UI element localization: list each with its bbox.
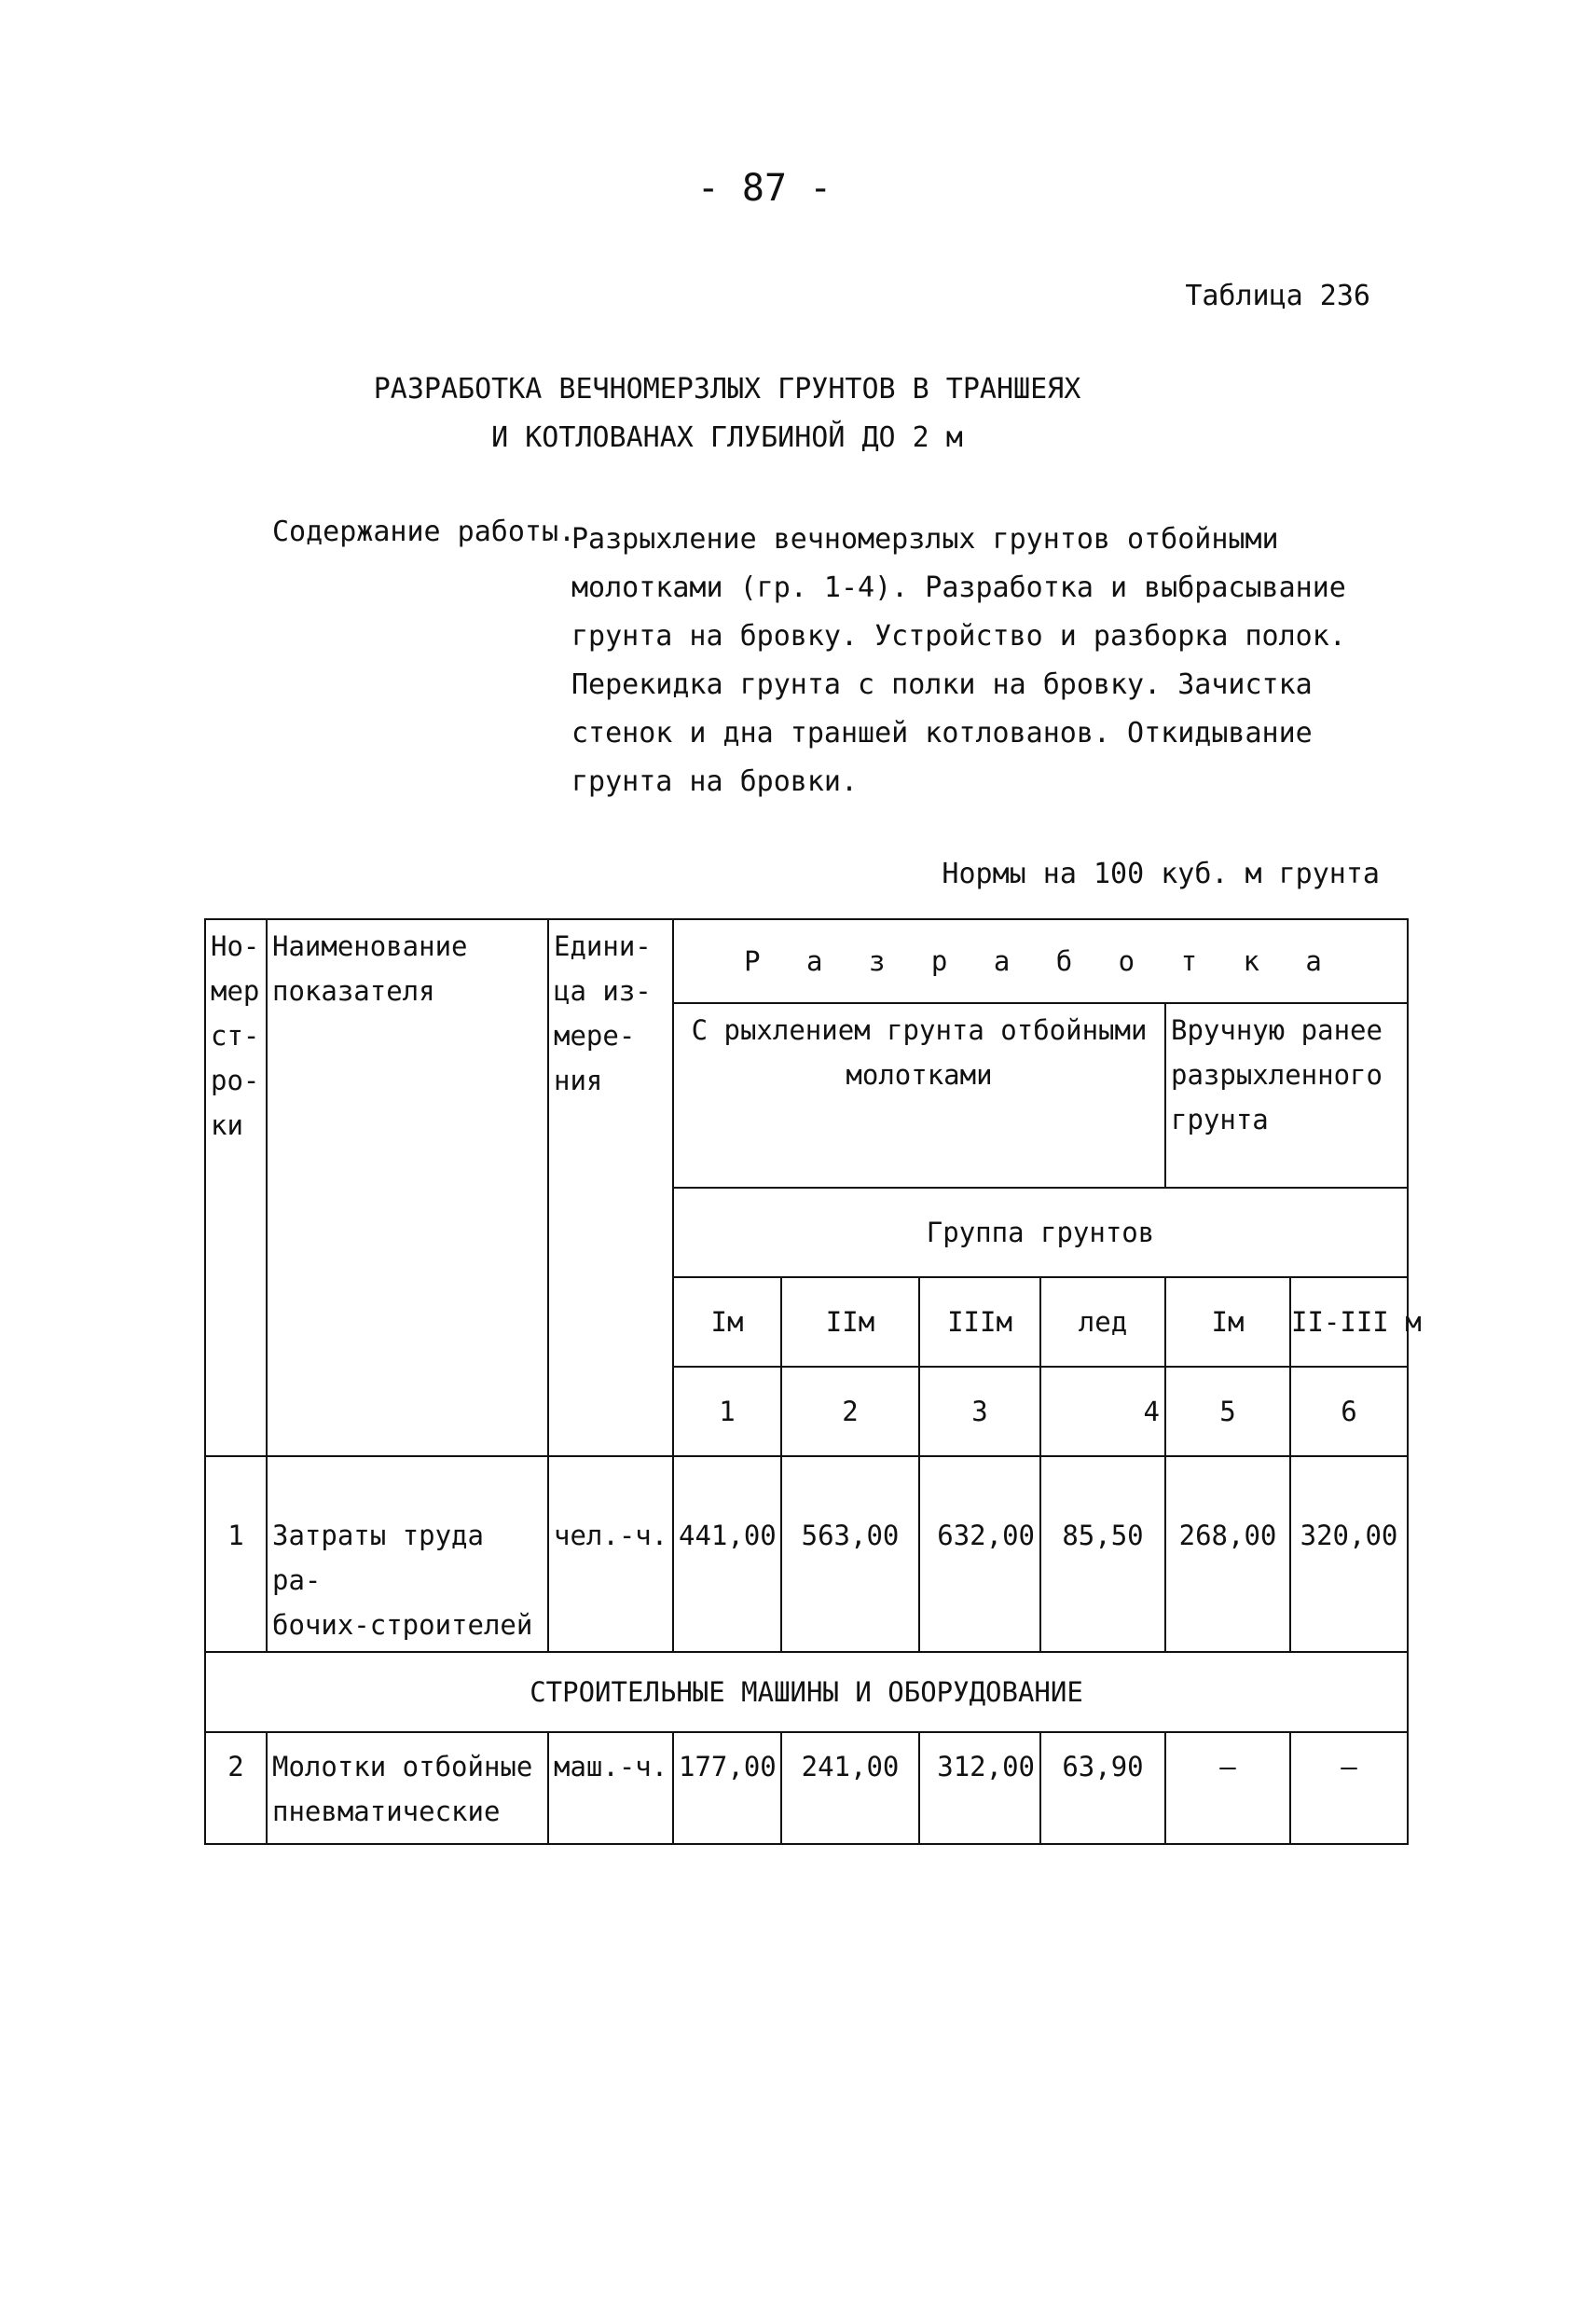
section-row	[205, 1652, 1408, 1732]
indicator-header: Наименование показателя	[267, 919, 548, 1456]
work-content-line: молотками (гр. 1-4). Разработка и выбрасывание	[571, 571, 1346, 604]
row-value: 241,00	[781, 1732, 919, 1844]
group-cell: IIIм	[919, 1277, 1040, 1367]
column-number-cell: 2	[781, 1367, 919, 1456]
column-number-cell: 3	[919, 1367, 1040, 1456]
page-number: - 87 -	[696, 167, 832, 210]
table-label: Таблица 236	[1185, 280, 1370, 312]
row-unit: маш.-ч.	[548, 1732, 673, 1844]
table-row	[205, 1456, 1408, 1652]
unit-header: Едини- ца из- мере- ния	[548, 919, 673, 1456]
development-header: Р а з р а б о т к а	[673, 919, 1408, 1003]
row-value: 441,00	[673, 1456, 781, 1652]
row-value: 632,00	[919, 1456, 1040, 1652]
row-value: 63,90	[1040, 1732, 1165, 1844]
row-indicator-name: Затраты труда ра- бочих-строителей	[267, 1456, 548, 1652]
work-content-text	[571, 516, 1373, 806]
row-number: 1	[205, 1456, 267, 1652]
row-value: 85,50	[1040, 1456, 1165, 1652]
section-title: СТРОИТЕЛЬНЫЕ МАШИНЫ И ОБОРУДОВАНИЕ	[205, 1652, 1408, 1732]
row-value: 563,00	[781, 1456, 919, 1652]
work-content-line: стенок и дна траншей котлованов. Откидывание	[571, 717, 1313, 750]
group-cell: лед	[1040, 1277, 1165, 1367]
with-loosening-header: С рыхлением грунта отбойными молотками	[673, 1003, 1165, 1188]
group-cell: Iм	[1165, 1277, 1290, 1367]
soil-group-header: Группа грунтов	[673, 1188, 1408, 1277]
work-content-line: грунта на бровки.	[571, 765, 859, 798]
work-content-line: Разрыхление вечномерзлых грунтов отбойными	[571, 523, 1279, 556]
table-row	[205, 1732, 1408, 1844]
header-row-1	[205, 919, 1408, 1003]
row-unit: чел.-ч.	[548, 1456, 673, 1652]
column-number-cell: 5	[1165, 1367, 1290, 1456]
row-value: 312,00	[919, 1732, 1040, 1844]
group-cell: Iм	[673, 1277, 781, 1367]
row-value: 177,00	[673, 1732, 781, 1844]
table-title-line-1: РАЗРАБОТКА ВЕЧНОМЕРЗЛЫХ ГРУНТОВ В ТРАНШЕЯХ	[373, 373, 1081, 406]
work-content-line: грунта на бровку. Устройство и разборка полок.	[571, 620, 1346, 653]
row-value: 320,00	[1290, 1456, 1408, 1652]
row-value: –	[1290, 1732, 1408, 1844]
column-number-cell: 4	[1040, 1367, 1165, 1456]
norms-note: Нормы на 100 куб. м грунта	[942, 858, 1380, 890]
table-title-line-2: И КОТЛОВАНАХ ГЛУБИНОЙ ДО 2 м	[491, 421, 963, 454]
row-value: –	[1165, 1732, 1290, 1844]
row-number-header: Но- мер ст- ро- ки	[205, 919, 267, 1456]
norms-table	[204, 918, 1422, 1845]
work-content-label: Содержание работы.	[272, 516, 576, 548]
column-number-cell: 6	[1290, 1367, 1408, 1456]
column-number-cell: 1	[673, 1367, 781, 1456]
row-indicator-name: Молотки отбойные пневматические	[267, 1732, 548, 1844]
row-value: 268,00	[1165, 1456, 1290, 1652]
group-cell: II-III м	[1290, 1277, 1408, 1367]
group-cell: IIм	[781, 1277, 919, 1367]
work-content-line: Перекидка грунта с полки на бровку. Зачистка	[571, 668, 1313, 701]
row-number: 2	[205, 1732, 267, 1844]
manual-header: Вручную ранее разрыхленного грунта	[1165, 1003, 1408, 1188]
